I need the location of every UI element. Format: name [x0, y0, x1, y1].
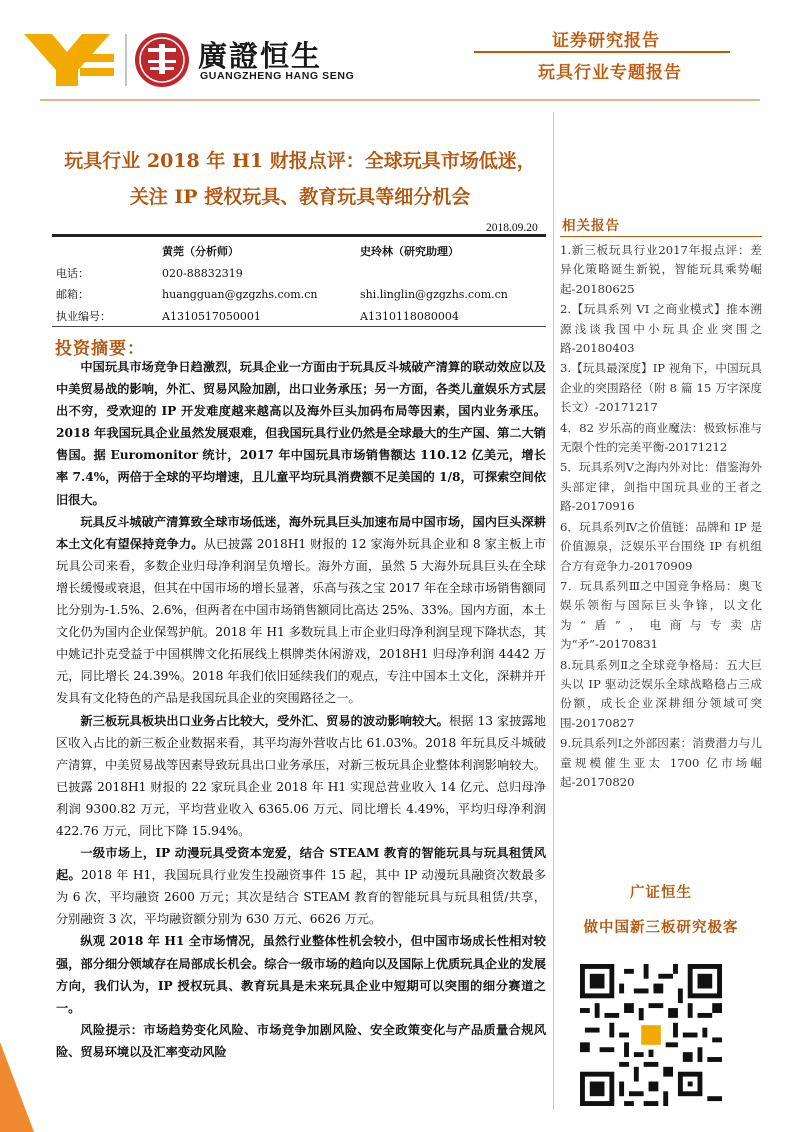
related-report-item[interactable]: 1.新三板玩具行业2017年报点评：差异化策略诞生新锐，智能玩具乘势崛起-20180625 [560, 243, 762, 296]
related-report-item[interactable]: 9.玩具系列Ⅰ之外部因素：消费潜力与儿童规模催生亚太 1700 亿市场崛起-20170820 [560, 736, 762, 789]
summary-body [56, 356, 546, 1063]
related-reports-list [560, 241, 762, 793]
analyst-license: A1310517050001 [162, 309, 261, 323]
related-report-item[interactable]: 6．玩具系列Ⅳ之价值链：品牌和 IP 是价值源泉，泛娱乐平台围绕 IP 有机组合方有竞争力-20170909 [560, 519, 762, 573]
phone-label: 电话： [56, 266, 89, 280]
report-type: 证券研究报告 [552, 31, 660, 51]
promo-slogan: 做中国新三板研究极客 [583, 919, 739, 936]
paragraph-lead: 一级市场上，IP 动漫玩具受资本宠爱，结合 STEAM 教育的智能玩具与玩具租赁风起。 [56, 846, 546, 883]
assistant-license: A1310118080004 [360, 309, 459, 323]
phone-row [54, 263, 548, 285]
summary-paragraph [56, 842, 546, 930]
related-reports-rule [560, 236, 762, 237]
report-title-line2: 关注 IP 授权玩具、教育玩具等细分机会 [129, 186, 471, 208]
phone-value: 020-88832319 [162, 266, 243, 280]
corner-decoration [0, 1042, 40, 1132]
paragraph-lead: 新三板玩具板块出口业务占比较大，受外汇、贸易的波动影响较大。 [80, 713, 449, 728]
top-rule [40, 99, 760, 101]
report-title-line1: 玩具行业 2018 年 H1 财报点评：全球玩具市场低迷， [64, 150, 536, 172]
report-date: 2018.09.20 [486, 222, 538, 234]
analyst-email[interactable]: huangguan@gzgzhs.com.cn [162, 288, 318, 301]
analyst-table-bottom-rule [52, 326, 546, 327]
paragraph-text: 根据 13 家披露地区收入占比的新三板企业数据来看，其平均海外营收占比 61.03%。2018 年玩具反斗城破产清算，中美贸易战等因素导致玩具出口业务承压，对新三板玩具企业整体利润影响较大。已披露 2018H1 财报的 22 家玩具企业 2018 年 H1 实现总营业收入 14 亿元、总归母净利润 9300.82 万元，平均营业收入 6365.06 万元、同比增长 4.49%，平均归母净利润 422.76 万元，同比下降 15.94%。 [56, 713, 546, 838]
summary-paragraph [56, 511, 546, 710]
summary-heading: 投资摘要： [55, 339, 145, 359]
analyst-names-row [54, 241, 548, 263]
related-report-item[interactable]: 3.【玩具最深度】IP 视角下，中国玩具企业的突围路径（附 8 篇 15 万字深度长文）-20171217 [560, 361, 762, 415]
header-divider [474, 51, 730, 53]
analyst-name: 黄莞（分析师） [162, 245, 239, 258]
qr-code[interactable] [580, 964, 722, 1106]
license-row [54, 306, 548, 328]
email-label: 邮箱： [56, 288, 89, 301]
related-report-item[interactable]: 8.玩具系列Ⅱ之全球竞争格局：五大巨头以 IP 驱动泛娱乐全球战略稳占三成份额，成长企业深耕细分领域可突围-20170827 [560, 657, 762, 730]
paragraph-text: 中国玩具市场竞争日趋激烈，玩具企业一方面由于玩具反斗城破产清算的联动效应以及中美贸易战的影响，外汇、贸易风险加剧，出口业务承压；另一方面，各类儿童娱乐方式层出不穷，受欢迎的 IP 开发难度越来越高以及海外巨头加码布局等因素，国内业务承压。2018 年我国玩具企业虽然发展艰难，但我国玩具行业仍然是全球最大的生产国、第二大销售国。据 Euromonitor 统计，2017 年中国玩具市场销售额达 110.12 亿美元，增长率 7.4%，两倍于全球的平均增速，且儿童平均玩具消费额不足美国的 1/8，可探索空间依旧很大。 [56, 360, 546, 507]
promo-brand: 广证恒生 [630, 884, 692, 901]
paragraph-lead: 玩具反斗城破产清算致全球市场低迷，海外玩具巨头加速布局中国市场，国内巨头深耕本土文化有望保持竞争力。 [56, 514, 546, 551]
risk-warning [56, 1019, 546, 1063]
related-reports-heading: 相关报告 [562, 218, 620, 234]
summary-paragraph [56, 356, 546, 511]
assistant-name: 史玲林（研究助理） [360, 245, 459, 258]
logo-chinese-name: 廣證恒生 [198, 39, 323, 73]
summary-paragraph [56, 710, 546, 843]
paragraph-text: 从已披露 2018H1 财报的 12 家海外玩具企业和 8 家主板上市玩具公司来看，多数企业归母净利润呈负增长。海外方面，虽然 5 大海外玩具巨头在全球增长缓慢或衰退，但其在中国市场的增长显著，乐高与孩之宝 2017 年在全球市场销售额同比分别为-1.5%、2.6%，但两者在中国市场销售额同比高达 25%、33%。国内方面，本土文化仍为国内企业保驾护航。2018 年 H1 多数玩具上市企业归母净利润呈现下降状态，其中姚记扑克受益于中国棋牌文化拓展线上棋牌类休闲游戏，2018H1 归母净利润 4442 万元，同比增长 24.39%。2018 年我们依旧延续我们的观点，专注中国本土文化，深耕并开发具有文化特色的产品是我国玩具企业的突围路径之一。 [56, 536, 546, 706]
related-report-item[interactable]: 5．玩具系列Ⅴ之海内外对比：借鉴海外头部定律，剑指中国玩具业的王者之路-20170916 [560, 460, 762, 514]
related-report-item[interactable]: 7．玩具系列Ⅲ之中国竞争格局：奥飞娱乐领衔与国际巨头争锋，以文化为“盾”，电商与专卖店为“矛”-20170831 [560, 578, 762, 652]
paragraph-text: 纵观 2018 年 H1 全市场情况，虽然行业整体性机会较小，但中国市场成长性相对较强，部分细分领域存在局部成长机会。综合一级市场的趋向以及国际上优质玩具企业的发展方向，我们认为，IP 授权玩具、教育玩具是未来玩具企业中短期可以突围的细分赛道之一。 [56, 934, 546, 1015]
summary-paragraph [56, 930, 546, 1018]
logo-english-name: GUANGZHENG HANG SENG [200, 70, 355, 82]
email-row [54, 284, 548, 306]
analyst-table-top-rule [52, 234, 546, 237]
column-divider [553, 112, 554, 1110]
analyst-table [54, 241, 548, 327]
related-report-item[interactable]: 4．82 岁乐高的商业魔法：极致标准与无限个性的完美平衡-20171212 [560, 420, 762, 455]
paragraph-text: 2018 年 H1，我国玩具行业发生投融资事件 15 起，其中 IP 动漫玩具融资次数最多为 6 次，平均融资 2600 万元；其次是结合 STEAM 教育的智能玩具与玩具租赁/共享，分别融资 3 次，平均融资额分别为 630 万元、6626 万元。 [56, 868, 547, 927]
report-subtype: 玩具行业专题报告 [538, 63, 682, 83]
related-report-item[interactable]: 2.【玩具系列 VI 之商业模式】推本溯源浅谈我国中小玩具企业突围之路-20180403 [560, 302, 762, 356]
license-label: 执业编号： [56, 309, 111, 323]
paragraph-text: 风险提示：市场趋势变化风险、市场竞争加剧风险、安全政策变化与产品质量合规风险、贸易环境以及汇率变动风险 [56, 1022, 546, 1059]
assistant-email[interactable]: shi.linglin@gzgzhs.com.cn [360, 288, 508, 301]
